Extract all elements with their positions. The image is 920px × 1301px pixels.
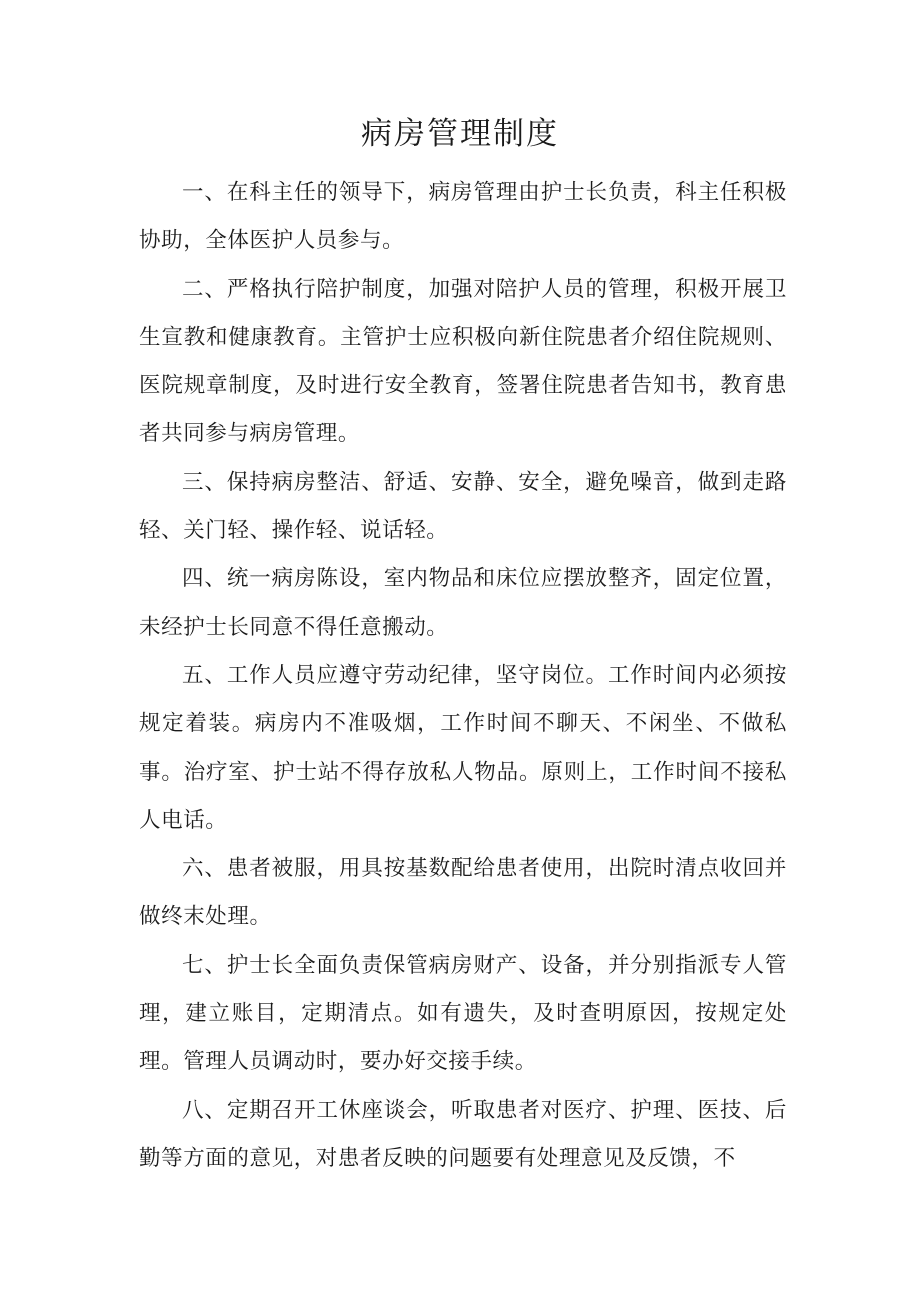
paragraph-2: 二、严格执行陪护制度，加强对陪护人员的管理，积极开展卫生宣教和健康教育。主管护士应积极向新住院患者介绍住院规则、医院规章制度，及时进行安全教育，签署住院患者告知书，教育患者共同参与病房管理。 <box>139 276 787 447</box>
paragraph-3: 三、保持病房整洁、舒适、安静、安全，避免噪音，做到走路轻、关门轻、操作轻、说话轻。 <box>139 469 787 544</box>
document-body <box>139 169 787 1183</box>
paragraph-8: 八、定期召开工休座谈会，听取患者对医疗、护理、医技、后勤等方面的意见，对患者反映的问题要有处理意见及反馈，不 <box>139 1097 787 1171</box>
paragraph-1: 一、在科主任的领导下，病房管理由护士长负责，科主任积极协助，全体医护人员参与。 <box>139 180 787 254</box>
paragraph-5: 五、工作人员应遵守劳动纪律，坚守岗位。工作时间内必须按规定着装。病房内不准吸烟，工作时间不聊天、不闲坐、不做私事。治疗室、护士站不得存放私人物品。原则上，工作时间不接私人电话。 <box>139 662 787 833</box>
document-title: 病房管理制度 <box>361 116 559 152</box>
paragraph-6: 六、患者被服，用具按基数配给患者使用，出院时清点收回并做终末处理。 <box>139 856 787 930</box>
paragraph-4: 四、统一病房陈设，室内物品和床位应摆放整齐，固定位置，未经护士长同意不得任意搬动。 <box>139 566 787 640</box>
paragraph-7: 七、护士长全面负责保管病房财产、设备，并分别指派专人管理，建立账目，定期清点。如有遗失，及时查明原因，按规定处理。管理人员调动时，要办好交接手续。 <box>139 952 787 1075</box>
